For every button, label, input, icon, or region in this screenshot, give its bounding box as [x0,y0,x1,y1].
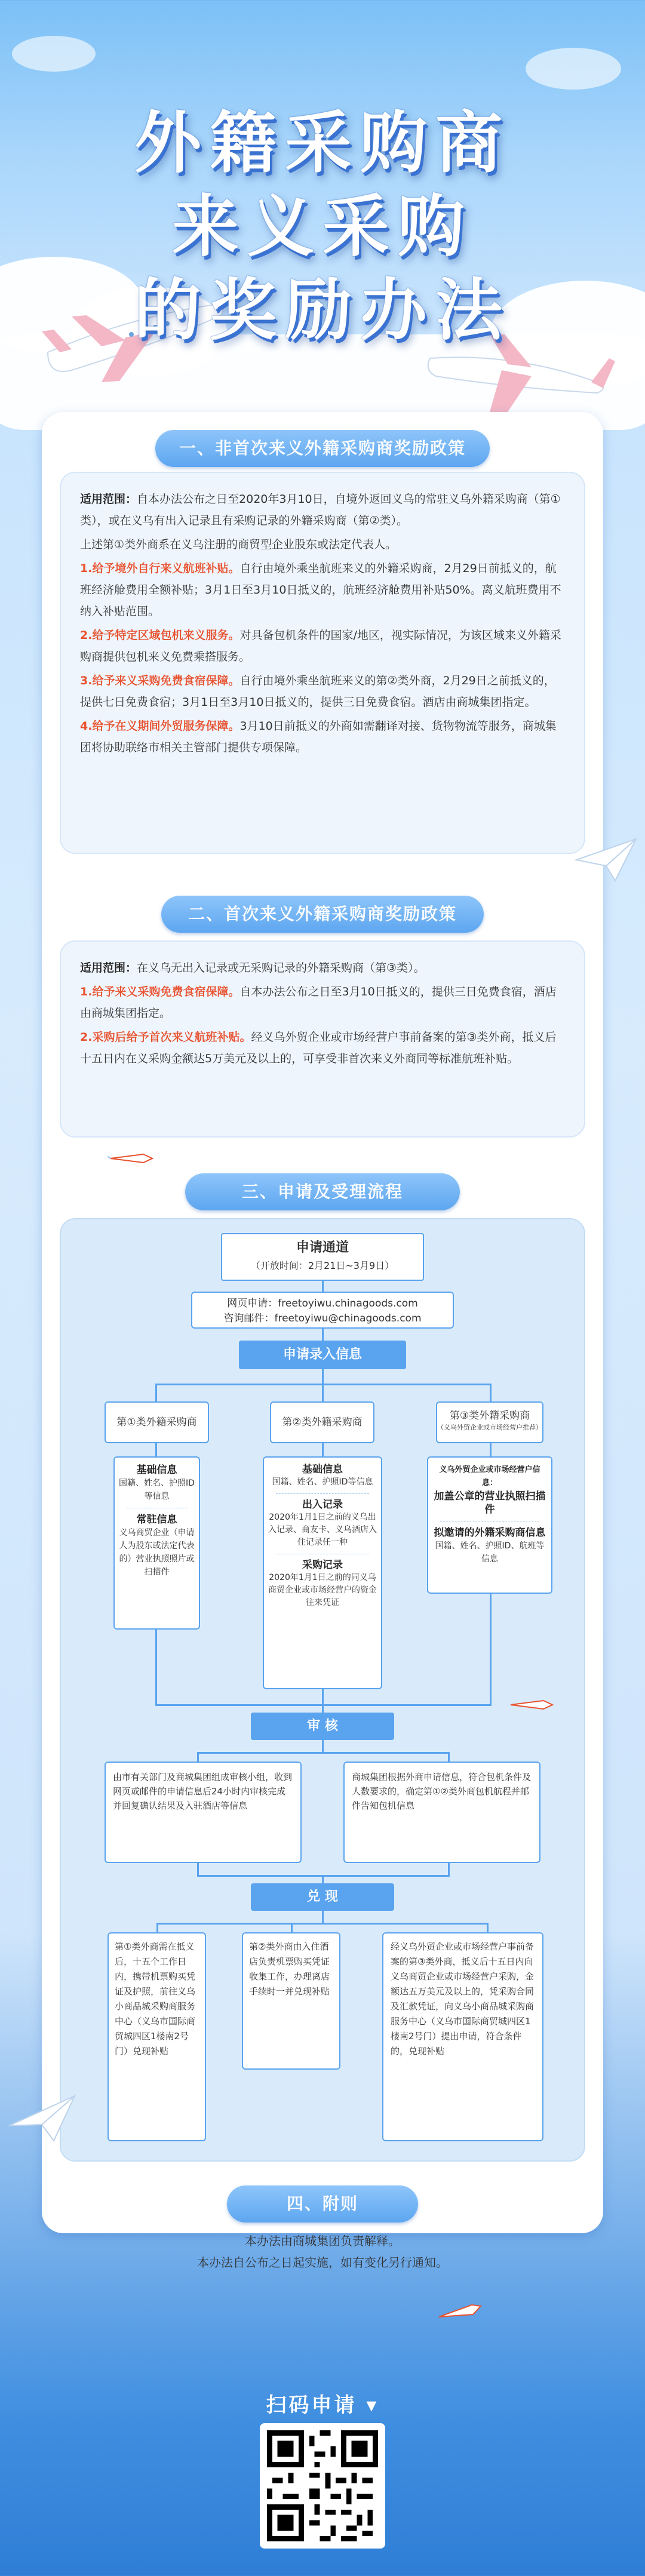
flow-connector [291,1923,293,1932]
category-1-box: 第①类外籍采购商 [105,1401,209,1443]
contact-box [191,1292,454,1329]
policy-item-title: 4.给予在义期间外贸服务保障。 [80,720,240,733]
section1-panel [60,472,585,854]
policy-item-text: 对具备包机条件的国家/地区，视实际情况，为该区域来义外籍采购商提供包机来义免费乘搭服务。 [80,629,561,663]
flow-connector [490,1384,492,1401]
flow-connector [322,1281,324,1292]
detail-title: 采购记录 [302,1559,343,1571]
detail-text: 国籍、姓名、护照ID等信息 [272,1477,373,1487]
flow-connector [197,1752,448,1754]
cash-box-1: 第①类外商需在抵义后，十五个工作日内，携带机票购买凭证及护照，前往义乌小商品城采购商服务中心（义乌市国际商贸城四区1楼南2号门）兑现补贴 [108,1932,206,2141]
paper-plane-icon [573,836,639,884]
section4-text [60,2230,585,2273]
step-cash-bar: 兑 现 [251,1883,394,1911]
rocket-icon [108,1149,155,1167]
detail-title: 出入记录 [302,1499,343,1511]
cloud-decoration [12,36,96,72]
flow-connector [197,1752,199,1762]
web-apply-link[interactable]: 网页申请：freetoyiwu.chinagoods.com [227,1298,418,1309]
detail-text: 国籍、姓名、护照ID等信息 [119,1478,195,1501]
section2-panel [60,940,585,1138]
paper-plane-icon [6,2090,78,2144]
email-contact-link[interactable]: 咨询邮件：freetoyiwu@chinagoods.com [223,1312,422,1324]
page-title-line: 来义采购 [172,188,473,266]
flow-connector [448,1752,450,1762]
section-header: 一、非首次来义外籍采购商奖励政策 [155,430,490,467]
flow-connector [490,1443,492,1456]
detail-text: 义乌商贸企业（申请人为股东或法定代表的）营业执照照片或扫描件 [119,1528,195,1577]
scope-text: 在义乌无出入记录或无采购记录的外籍采购商（第③类）。 [137,961,425,975]
flow-connector [448,1863,450,1875]
hero-banner [0,0,645,430]
step-info-bar: 申请录入信息 [239,1341,406,1369]
qr-code[interactable] [260,2423,385,2549]
detail-text: 2020年1月1日之前的义乌出入记录、商友卡、义乌酒店入住记录任一种 [268,1513,377,1547]
flow-connector [322,1369,324,1384]
flow-connector [322,1689,324,1704]
policy-item-text: 经义乌外贸企业或市场经营户事前备案的第③类外商，抵义后十五日内在义采购金额达5万美元及以上的，可享受非首次来义外商同等标准航班补贴。 [80,1031,557,1065]
category-3-label: 第③类外籍采购商 [449,1410,530,1422]
category-2-box: 第②类外籍采购商 [270,1401,374,1443]
category-1-details [113,1456,200,1630]
flow-connector [490,1594,492,1704]
scope-note: 上述第①类外商系在义乌注册的商贸型企业股东或法定代表人。 [80,538,397,551]
policy-item-text: 自本办法公布之日至3月10日抵义的，提供三日免费食宿，酒店由商城集团指定。 [80,985,557,1020]
flow-connector [156,1923,488,1925]
detail-title: 常驻信息 [136,1514,177,1526]
review-left-box: 由市有关部门及商城集团组成审核小组，收到网页或邮件的申请信息后24小时内审核完成并回复确认结果及入驻酒店等信息 [105,1762,302,1863]
detail-text: 国籍、姓名、护照ID、航班等信息 [435,1541,545,1564]
flow-connector [322,1740,324,1752]
channel-box [221,1233,424,1281]
scope-label: 适用范围： [80,493,137,506]
scope-label: 适用范围： [80,961,137,975]
appendix-line: 本办法自公布之日起实施，如有变化另行通知。 [197,2255,448,2270]
category-3-note: （义乌外贸企业或市场经营户推荐） [437,1424,542,1431]
policy-item-text: 自行由境外乘坐航班来义的第②类外商，2月29日之前抵义的，提供七日免费食宿；3月1日至3月10日抵义的，提供三日免费食宿。酒店由商城集团指定。 [80,674,555,709]
category-3-box [436,1401,543,1443]
appendix-line: 本办法由商城集团负责解释。 [245,2234,400,2248]
flow-connector [322,1704,324,1713]
policy-item-title: 2.采购后给予首次来义航班补贴。 [80,1031,251,1044]
rocket-icon [436,2299,484,2323]
page-title-line: 的奖励办法 [134,272,511,349]
policy-item-text: 自行由境外乘坐航班来义的外籍采购商，2月29日前抵义的，航班经济舱费用全额补贴；3月1日至3月10日抵义的，航班经济舱费用补贴50%。离义航班费用不纳入补贴范围。 [80,562,561,618]
policy-item-text: 3月10日前抵义的外商如需翻译对接、货物物流等服务，商城集团将协助联络市相关主管部门提供专项保障。 [80,720,557,754]
flow-connector [155,1443,157,1456]
cash-box-2: 第②类外商由入住酒店负责机票购买凭证收集工作，办理离店手续时一并兑现补贴 [242,1932,340,2070]
step-review-bar: 审 核 [251,1713,394,1740]
section-header: 二、首次来义外籍采购商奖励政策 [161,896,484,933]
flow-connector [322,1329,324,1341]
page-title-line: 外籍采购商 [134,104,511,182]
flow-connector [322,1443,324,1456]
channel-title: 申请通道 [296,1240,349,1255]
rocket-icon [508,1696,555,1714]
policy-item-title: 1.给予境外自行来义航班补贴。 [80,562,240,575]
flow-connector [322,1384,324,1401]
detail-title: 义乌外贸企业或市场经营户信息： [439,1465,540,1487]
category-3-details [427,1456,552,1594]
flow-connector [322,1911,324,1923]
cash-box-3: 经义乌外贸企业或市场经营户事前备案的第③类外商，抵义后十五日内向义乌商贸企业或市场经营户采购，金额达五万美元及以上的，凭采购合同及汇款凭证，向义乌小商品城采购商服务中心（义乌市国际商贸城四区1楼南2号门）提出申请，符合条件的，兑现补贴 [382,1932,543,2141]
detail-text: 加盖公章的营业执照扫描件 [434,1490,546,1516]
detail-title: 拟邀请的外籍采购商信息 [434,1527,546,1539]
flow-connector [487,1923,489,1932]
detail-text: 2020年1月1日之前的同义乌商贸企业或市场经营户的资金往来凭证 [268,1573,377,1607]
channel-period: （开放时间：2月21日~3月9日） [250,1260,395,1271]
flow-connector [197,1863,199,1875]
scan-label: 扫码申请 ▾ [266,2393,379,2417]
flow-connector [322,1875,324,1883]
policy-item-title: 3.给予来义采购免费食宿保障。 [80,674,240,687]
cloud-decoration [526,48,621,90]
flow-connector [155,1384,157,1401]
detail-title: 基础信息 [302,1464,343,1475]
policy-item-title: 1.给予来义采购免费食宿保障。 [80,985,240,998]
category-2-details [263,1456,382,1689]
flow-connector [155,1630,157,1704]
section-header: 三、申请及受理流程 [185,1173,460,1210]
scope-text: 自本办法公布之日至2020年3月10日，自境外返回义乌的常驻义乌外籍采购商（第①类），或在义乌有出入记录且有采购记录的外籍采购商（第②类）。 [80,493,561,527]
section-header: 四、附则 [227,2185,418,2223]
flow-connector [156,1923,158,1932]
detail-title: 基础信息 [136,1464,177,1476]
qr-code-icon [267,2430,378,2541]
policy-item-title: 2.给予特定区域包机来义服务。 [80,629,240,642]
review-right-box: 商城集团根据外商申请信息，符合包机条件及人数要求的，确定第①②类外商包机航程并邮件告知包机信息 [343,1762,540,1863]
